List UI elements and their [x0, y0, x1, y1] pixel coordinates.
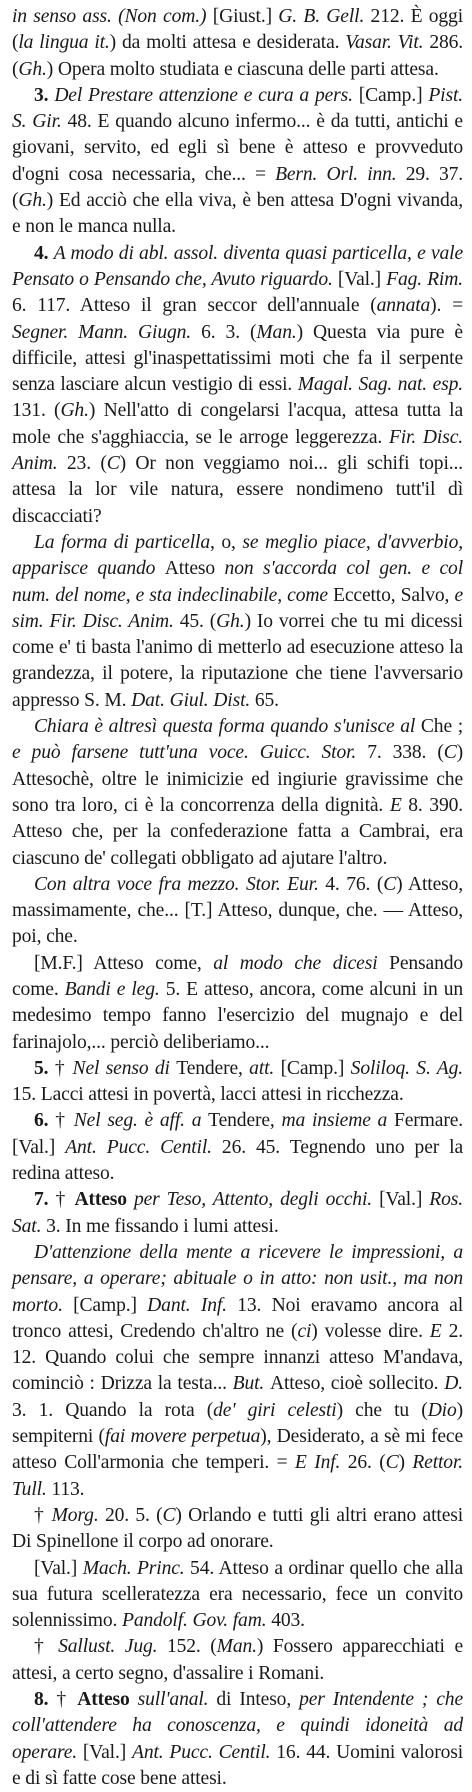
- text-segment: [Camp.]: [358, 84, 429, 106]
- text-segment: 26. (: [347, 1452, 386, 1474]
- text-segment: 6. 117. Atteso il gran seccor dell'annuale (: [12, 295, 377, 317]
- italic-text: Vasar. Vit.: [345, 32, 430, 54]
- italic-text: D.: [444, 1373, 463, 1395]
- text-segment: ) Nell'atto di congelarsi l'acqua, attesa tutta la mole che s'agghiaccia, se le arroge leggerezza.: [12, 400, 464, 448]
- text-segment: Pensando come.: [12, 952, 464, 1000]
- text-segment: Atteso: [164, 558, 225, 580]
- text-segment: 2. 12. Quando colui che sempre innanzi atteso M'andava, cominciò : Drizza la testa...: [12, 1320, 463, 1395]
- entry-paragraph: [12, 1108, 463, 1187]
- italic-text: ci: [297, 1320, 312, 1342]
- entry-paragraph: [12, 530, 463, 714]
- text-segment: [Camp.]: [280, 1057, 351, 1079]
- italic-text: Gh.: [60, 400, 89, 422]
- entry-paragraph: [12, 872, 463, 951]
- italic-text: al modo che dicesi: [213, 952, 390, 974]
- italic-text: att.: [249, 1057, 281, 1079]
- italic-text: Bern. Orl. inn.: [275, 163, 406, 185]
- text-segment: †: [56, 1689, 78, 1710]
- text-segment: 6. 3. (: [201, 321, 257, 343]
- italic-text: Dio: [427, 1399, 457, 1421]
- text-segment: 5. E atteso, ancora, come alcuni in un medesimo tempo fanno l'esercizio del mugnajo e del farinajolo,... perciò deliberiamo...: [12, 978, 463, 1053]
- text-segment: Che ;: [420, 716, 463, 738]
- section-number: 7.: [34, 1189, 56, 1211]
- text-segment: †: [34, 1636, 59, 1658]
- entry-paragraph: [12, 1687, 463, 1792]
- italic-text: sull'anal.: [137, 1689, 217, 1710]
- italic-text: non s'accorda col gen. e col num. del nome, e sta indeclinabile, come: [12, 558, 463, 606]
- italic-text: E: [429, 1320, 449, 1342]
- italic-text: Bandi e leg.: [64, 978, 166, 1000]
- section-number: 8.: [34, 1689, 57, 1710]
- italic-text: Nel seg. è aff. a: [73, 1110, 209, 1132]
- text-segment: 286. (: [12, 32, 464, 80]
- section-number: 5.: [34, 1057, 55, 1079]
- italic-text: C: [162, 1504, 176, 1526]
- italic-text: Pandolf. Gov. fam.: [122, 1610, 272, 1632]
- text-segment: 29. 37. (: [12, 163, 463, 212]
- text-segment: Fermare. [Val.]: [12, 1110, 463, 1158]
- text-segment: 7. 338. (: [367, 742, 444, 764]
- text-segment: 16. 44. Uomini valorosi e di sì fatte cose bene attesi.: [12, 1741, 463, 1789]
- text-segment: 45. (: [179, 610, 217, 632]
- italic-text: G. B. Gell.: [278, 6, 371, 27]
- text-segment: ): [398, 1452, 413, 1474]
- text-segment: ) sempiterni (: [12, 1399, 464, 1448]
- text-segment: ) che tu (: [336, 1399, 428, 1421]
- italic-text: Segner. Mann. Giugn.: [12, 321, 202, 343]
- italic-text: Man.: [256, 321, 297, 343]
- text-segment: Atteso, cioè sollecito.: [269, 1373, 445, 1395]
- italic-text: Fir. Disc. Anim.: [12, 426, 463, 475]
- italic-text: e può farsene tutt'una voce. Guicc. Stor.: [12, 742, 368, 764]
- italic-text: ma insieme a: [281, 1110, 395, 1132]
- text-segment: 131. (: [12, 400, 61, 422]
- section-number: Atteso: [74, 1189, 134, 1211]
- text-segment: [Val.]: [337, 268, 387, 290]
- entry-paragraph: [12, 83, 463, 241]
- entry-paragraph: [12, 241, 463, 530]
- text-segment: ), Desiderato, a sè mi fece atteso Coll'armonia che temperi. =: [12, 1426, 464, 1474]
- italic-text: se meglio piace, d'avverbio, apparisce quando: [12, 531, 463, 580]
- text-segment: ) Orlando e tutti gli altri erano attesi Di Spinellone il corpo ad onorare.: [12, 1504, 464, 1553]
- italic-text: per Intendente ; che coll'attendere ha conoscenza, e quindi idoneità ad operare.: [12, 1689, 463, 1763]
- italic-text: Gh.: [18, 58, 47, 80]
- italic-text: E: [389, 794, 409, 816]
- italic-text: per Teso, Attento, degli occhi.: [133, 1189, 380, 1211]
- text-segment: 152. (: [166, 1636, 217, 1658]
- entry-paragraph: [12, 1503, 463, 1556]
- italic-text: Pist. S. Gir.: [12, 84, 463, 133]
- text-segment: [Val.]: [379, 1189, 430, 1211]
- italic-text: in senso ass. (Non com.): [12, 6, 213, 27]
- italic-text: Gh.: [216, 610, 245, 632]
- text-segment: 54. Atteso a ordinar quello che alla sua futura scelleratezza era necessario, fece un convito solennissimo.: [12, 1557, 463, 1632]
- entry-paragraph: [12, 1056, 463, 1109]
- text-segment: 4. 76. (: [325, 873, 384, 895]
- text-segment: di Inteso,: [216, 1689, 300, 1710]
- section-number: 3.: [34, 84, 55, 106]
- text-segment: †: [34, 1504, 52, 1526]
- italic-text: D'attenzione della mente a ricevere le impressioni, a pensare, a operare; abituale o in atto: non usit., ma non morto.: [12, 1241, 463, 1316]
- italic-text: annata: [376, 295, 431, 317]
- text-segment: 48. E quando alcuno infermo... è da tutti, antichi e giovani, servito, ed egli sì bene è atteso e provveduto d'ogni cosa necessaria, che... =: [12, 111, 463, 185]
- italic-text: de' giri celesti: [213, 1399, 337, 1421]
- text-segment: †: [55, 1189, 75, 1211]
- italic-text: Soliloq. S. Ag.: [350, 1057, 463, 1079]
- italic-text: Ant. Pucc. Centil.: [65, 1136, 222, 1158]
- italic-text: Sallust. Jug.: [58, 1636, 167, 1658]
- italic-text: La forma di particella: [34, 531, 210, 553]
- text-segment: ) Ed acciò che ella viva, è ben attesa D'ogni vivanda, e non le manca nulla.: [12, 190, 463, 238]
- text-segment: 403.: [271, 1610, 305, 1632]
- text-segment: 8. 390. Atteso che, per la confederazione fatta a Cambrai, era ciascuno de' collegati obbligato ad ajutare l'altro.: [12, 794, 464, 869]
- text-segment: Tendere,: [176, 1057, 250, 1079]
- italic-text: C: [385, 1452, 399, 1474]
- text-segment: , o,: [210, 531, 243, 553]
- text-segment: ) Opera molto studiata e ciascuna delle parti attesa.: [46, 58, 439, 80]
- text-segment: 3. 1. Quando la rota (: [12, 1399, 214, 1421]
- italic-text: Rettor. Tull.: [12, 1452, 463, 1500]
- text-segment: ) volesse dire.: [311, 1320, 430, 1342]
- italic-text: A modo di abl. assol. diventa quasi particella, e vale Pensato o Pensando che, Avuto riguardo.: [12, 242, 463, 290]
- text-segment: Eccetto, Salvo,: [333, 584, 455, 606]
- italic-text: C: [106, 453, 120, 475]
- section-number: 4.: [34, 242, 54, 264]
- italic-text: Magal. Sag. nat. esp.: [297, 374, 463, 396]
- text-segment: ) Or non veggiamo noi... gli schifi topi... attesa la lor vile natura, essere nondimeno tutt'il dì discacciati?: [12, 453, 463, 527]
- text-segment: 23. (: [66, 453, 107, 475]
- italic-text: fai movere perpetua: [104, 1426, 261, 1448]
- italic-text: la lingua it.: [18, 32, 110, 54]
- text-segment: ) Io vorrei che tu mi dicessi come e' ti basta l'animo di metterlo ad esecuzione atteso la grandezza, il potere, la riputazione che tiene l'avversario appresso S. M.: [12, 610, 463, 711]
- italic-text: Con altra voce fra mezzo. Stor. Eur.: [34, 873, 326, 895]
- entry-paragraph: [12, 1240, 463, 1503]
- italic-text: Chiara è altresì questa forma quando s'unisce al: [34, 716, 421, 738]
- italic-text: Ros. Sat.: [12, 1189, 463, 1237]
- text-segment: 65.: [254, 689, 279, 711]
- text-segment: ) Attesochè, oltre le inimicizie ed ingiurie gravissime che sono tra loro, ci è la concorrenza della dignità.: [12, 742, 463, 816]
- section-number: Atteso: [77, 1689, 138, 1710]
- text-segment: ) da molti attesa e desiderata.: [109, 32, 346, 54]
- text-segment: [Camp.]: [73, 1294, 148, 1316]
- entry-paragraph: [12, 1634, 463, 1687]
- italic-text: Ant. Pucc. Centil.: [132, 1741, 277, 1763]
- text-segment: ) Questa via pure è difficile, attesi gl'inaspettatissimi moti che fa il serpente senza lasciare alcun vestigio di essi.: [12, 321, 463, 396]
- text-segment: 13. Noi eravamo ancora al tronco attesi, Credendo ch'altro ne (: [12, 1294, 464, 1342]
- entry-paragraph: [12, 1556, 463, 1635]
- text-segment: [Val.]: [82, 1741, 132, 1763]
- italic-text: Mach. Princ.: [82, 1557, 191, 1579]
- text-segment: [Giust.]: [212, 6, 279, 27]
- italic-text: C: [383, 873, 397, 895]
- text-segment: 20. 5. (: [104, 1504, 163, 1526]
- italic-text: e sim. Fir. Disc. Anim.: [12, 584, 463, 632]
- italic-text: Gh.: [18, 190, 47, 212]
- italic-text: Fag. Rim.: [386, 268, 463, 290]
- text-segment: ) Atteso, massimamente, che... [T.] Atteso, dunque, che. — Atteso, poi, che.: [12, 873, 464, 948]
- text-segment: ) Fossero apparecchiati e attesi, a certo segno, d'assalire i Romani.: [12, 1636, 464, 1684]
- text-segment: [Val.]: [34, 1557, 83, 1579]
- italic-text: But.: [232, 1373, 270, 1395]
- entry-paragraph: [12, 714, 463, 872]
- text-segment: 26. 45. Tegnendo uno per la redina atteso.: [12, 1136, 463, 1185]
- italic-text: Man.: [216, 1636, 257, 1658]
- text-segment: ). =: [430, 295, 463, 317]
- text-segment: Tendere,: [208, 1110, 282, 1132]
- text-segment: 113.: [51, 1478, 85, 1500]
- entry-paragraph: [12, 1187, 463, 1240]
- italic-text: Morg.: [51, 1504, 105, 1526]
- italic-text: C: [443, 742, 457, 764]
- italic-text: E Inf.: [294, 1452, 348, 1474]
- italic-text: Dat. Giul. Dist.: [131, 689, 255, 711]
- italic-text: Dant. Inf.: [147, 1294, 238, 1316]
- section-number: 6.: [34, 1110, 56, 1132]
- text-segment: [M.F.] Atteso come,: [34, 952, 214, 974]
- italic-text: Nel senso di: [72, 1057, 177, 1079]
- entry-paragraph: [12, 951, 463, 1056]
- text-segment: †: [54, 1057, 73, 1079]
- text-segment: †: [55, 1110, 74, 1132]
- entry-paragraph: [12, 4, 463, 83]
- italic-text: Del Prestare attenzione e cura a pers.: [54, 84, 359, 106]
- text-segment: 15. Lacci attesi in povertà, lacci attesi in ricchezza.: [12, 1084, 404, 1106]
- text-segment: 3. In me fissando i lumi attesi.: [46, 1215, 279, 1237]
- text-segment: 212. È oggi (: [12, 6, 463, 54]
